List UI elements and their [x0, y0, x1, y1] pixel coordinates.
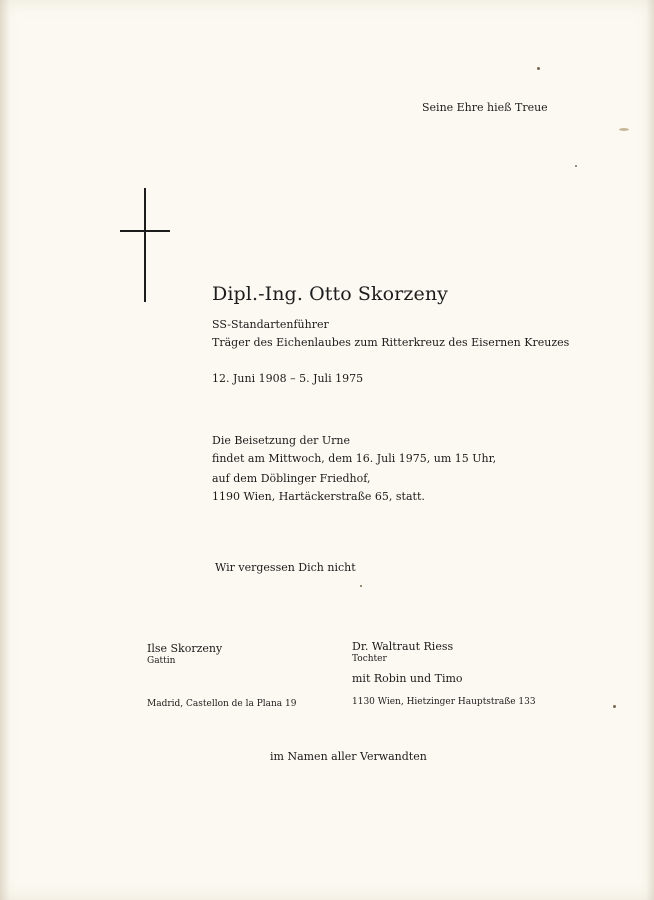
mourner-extra: mit Robin und Timo — [352, 672, 463, 685]
mourner-relation: Gattin — [147, 656, 176, 666]
deceased-name: Dipl.-Ing. Otto Skorzeny — [212, 283, 448, 305]
life-dates: 12. Juni 1908 – 5. Juli 1975 — [212, 372, 364, 385]
motto-text: Seine Ehre hieß Treue — [422, 101, 548, 114]
funeral-line: auf dem Döblinger Friedhof, — [212, 472, 371, 485]
mourner-address: Madrid, Castellon de la Plana 19 — [147, 699, 297, 709]
paper-speck — [575, 165, 577, 167]
latin-cross-icon — [118, 188, 172, 304]
funeral-line: findet am Mittwoch, dem 16. Juli 1975, um 15 Uhr, — [212, 452, 497, 465]
paper-stain — [619, 128, 629, 131]
funeral-line: 1190 Wien, Hartäckerstraße 65, statt. — [212, 490, 425, 503]
mourner-name: Ilse Skorzeny — [147, 642, 223, 655]
paper-edge-shadow-left — [0, 0, 10, 900]
closing-line: Wir vergessen Dich nicht — [215, 561, 356, 574]
mourner-name: Dr. Waltraut Riess — [352, 640, 454, 653]
paper-speck — [613, 705, 616, 708]
family-line: im Namen aller Verwandten — [270, 750, 427, 763]
deceased-award: Träger des Eichenlaubes zum Ritterkreuz des Eisernen Kreuzes — [212, 336, 570, 349]
paper-edge-shadow-right — [646, 0, 654, 900]
mourner-address: 1130 Wien, Hietzinger Hauptstraße 133 — [352, 697, 536, 707]
paper-speck — [360, 585, 362, 587]
deceased-rank: SS-Standartenführer — [212, 318, 329, 331]
paper-speck — [537, 67, 540, 70]
funeral-line: Die Beisetzung der Urne — [212, 434, 350, 447]
mourner-relation: Tochter — [352, 654, 387, 664]
